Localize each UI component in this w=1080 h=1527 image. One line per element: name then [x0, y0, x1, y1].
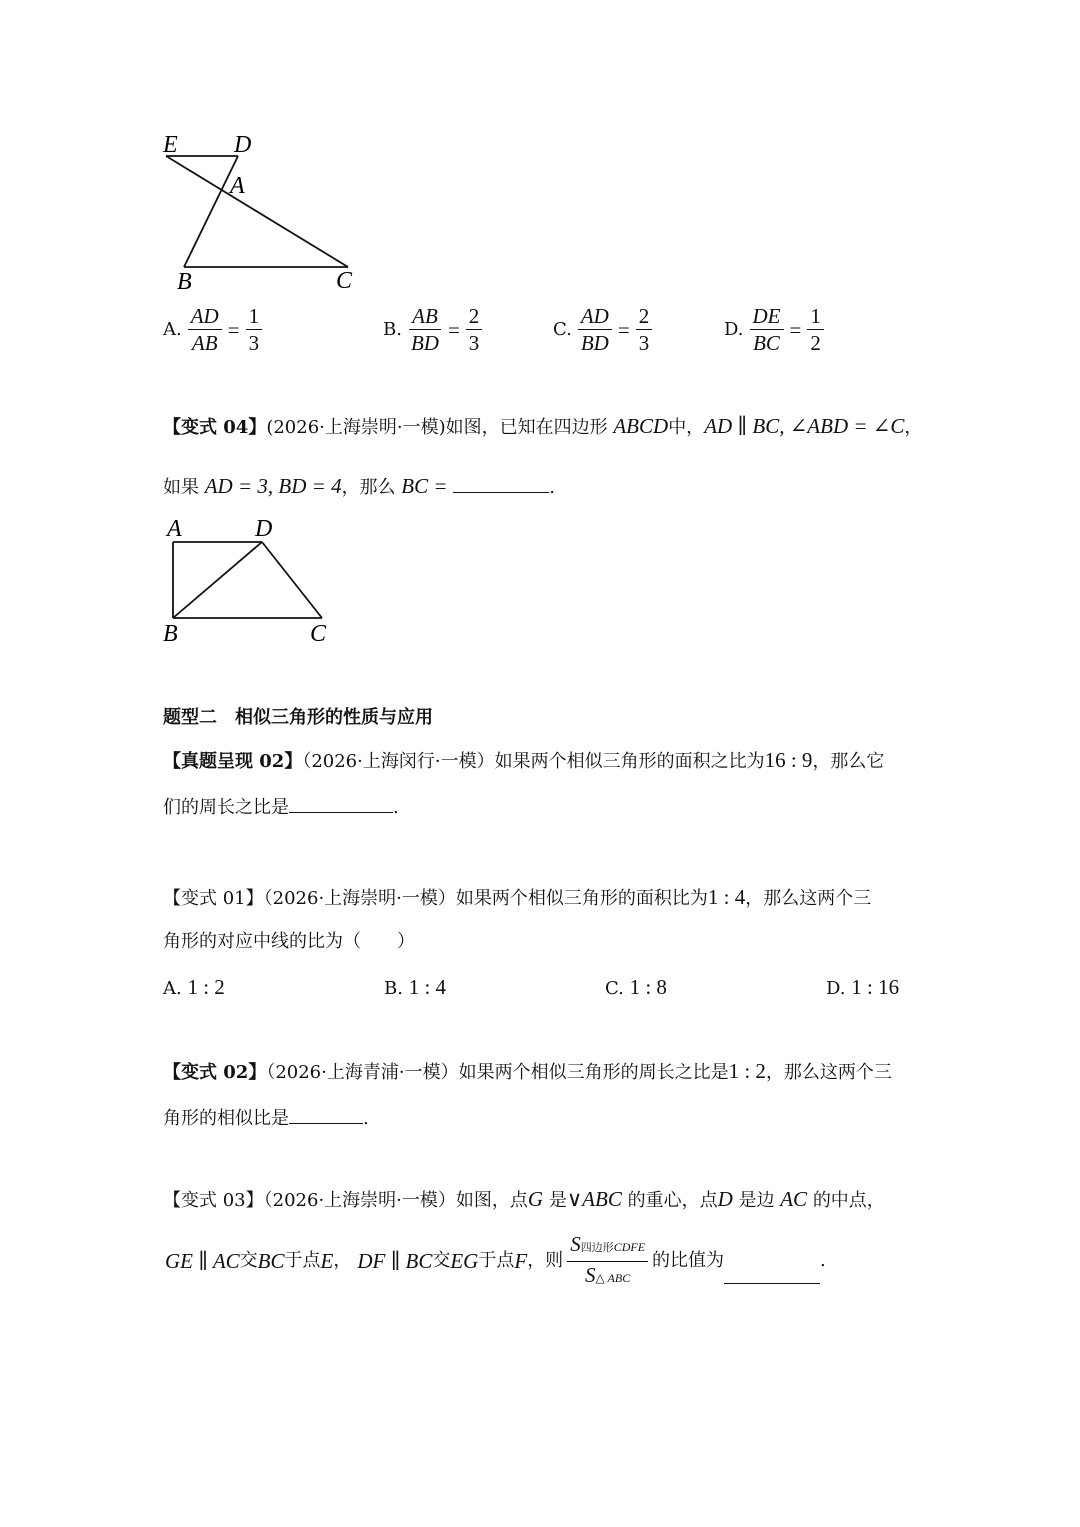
- equals-sign: =: [617, 317, 630, 342]
- fraction-left: $\frac{AD}{BD}$: [578, 304, 612, 355]
- math-d: D: [717, 1187, 733, 1211]
- math-ge-parallel-ac: GE ∥ AC: [165, 1249, 240, 1273]
- prev-option-b[interactable]: [383, 304, 482, 355]
- variant-04-line1: [163, 414, 922, 440]
- period: .: [549, 477, 556, 498]
- segment-dc: [262, 542, 322, 618]
- math-ask: BC =: [401, 474, 448, 498]
- variant-03-source: （2026·上海崇明·一模）: [263, 1190, 456, 1211]
- text: 角形的相似比是: [163, 1108, 289, 1129]
- fraction-right: $\frac{2}{3}$: [636, 304, 653, 355]
- figure-triangles-edabc: [150, 128, 370, 298]
- option-letter: D.: [826, 978, 846, 999]
- real-02-tag: 【真题呈现 02】: [163, 751, 303, 772]
- text: 如果两个相似三角形的周长之比是: [458, 1062, 729, 1083]
- section-heading: 题型二 相似三角形的性质与应用: [163, 707, 433, 728]
- label-b: B: [163, 621, 178, 647]
- label-a: A: [167, 516, 182, 542]
- prev-option-a[interactable]: [163, 304, 262, 355]
- option-letter: D.: [724, 318, 744, 340]
- label-d: D: [255, 516, 273, 542]
- math-e: E: [320, 1249, 334, 1273]
- variant-01-line2: 角形的对应中线的比为（ ）: [163, 931, 415, 952]
- option-letter: A.: [163, 318, 182, 340]
- period: .: [363, 1108, 369, 1129]
- option-letter: B.: [383, 318, 402, 340]
- variant-03-line1: [163, 1187, 885, 1213]
- real-02-line1: [163, 748, 884, 774]
- text: 的中点，: [812, 1190, 885, 1211]
- text: ，那么: [341, 477, 396, 498]
- fraction-left: $\frac{DE}{BC}$: [750, 304, 784, 355]
- fraction-right: $\frac{2}{3}$: [466, 304, 483, 355]
- text: 的重心，点: [627, 1190, 718, 1211]
- math-condition: AD ∥ BC, ∠ABD = ∠C: [704, 414, 905, 438]
- option-letter: C.: [553, 318, 572, 340]
- math-g: G: [527, 1187, 544, 1211]
- text: ，则: [527, 1250, 564, 1271]
- label-a: A: [230, 173, 245, 199]
- variant-01-option-a[interactable]: [163, 975, 225, 1001]
- text: ，那么它: [812, 751, 885, 772]
- math-triangle: ∨ABC: [566, 1187, 622, 1211]
- prev-option-c[interactable]: [553, 304, 652, 355]
- math-df-parallel-bc: DF ∥ BC: [357, 1249, 433, 1273]
- math-ratio: 16 : 9: [764, 748, 813, 772]
- text: 是边: [738, 1190, 775, 1211]
- option-value: 1 : 4: [408, 975, 447, 999]
- variant-04-source: (2026·上海崇明·一模): [266, 417, 446, 438]
- period: .: [820, 1250, 826, 1271]
- figure-trapezoid-abcd: [155, 510, 345, 650]
- text: 中，: [668, 417, 705, 438]
- fraction-right: $\frac{1}{3}$: [246, 304, 263, 355]
- real-02-source: （2026·上海闵行·一模）: [302, 751, 495, 772]
- math-bc: BC: [257, 1249, 285, 1273]
- option-value: 1 : 8: [629, 975, 667, 999]
- text: ，那么这两个三: [745, 888, 872, 909]
- option-letter: C.: [605, 978, 624, 999]
- variant-01-source: （2026·上海崇明·一模）: [263, 888, 456, 909]
- equals-sign: =: [447, 317, 460, 342]
- math-quad: ABCD: [613, 414, 669, 438]
- option-letter: A.: [163, 978, 182, 999]
- variant-01-option-b[interactable]: [384, 975, 446, 1001]
- option-value: 1 : 2: [187, 975, 225, 999]
- variant-02-line1: [163, 1059, 892, 1085]
- math-ac: AC: [780, 1187, 808, 1211]
- text: 如果: [163, 477, 199, 498]
- text: 于点: [478, 1250, 515, 1271]
- label-d: D: [234, 132, 252, 158]
- equals-sign: =: [227, 317, 240, 342]
- text: 是: [548, 1190, 567, 1211]
- area-ratio-fraction: $\frac{\text{S四边形CDFE}}{\text{S△ ABC}}$: [567, 1232, 648, 1290]
- answer-blank[interactable]: [289, 1103, 363, 1124]
- option-letter: B.: [384, 978, 403, 999]
- label-e: E: [163, 132, 178, 158]
- text: 的比值为: [652, 1250, 725, 1271]
- fraction-left: $\frac{AD}{AB}$: [188, 304, 222, 355]
- text: 如图，已知在四边形: [445, 417, 608, 438]
- math-f: F: [514, 1249, 528, 1273]
- text: 于点: [284, 1250, 321, 1271]
- text: 交: [432, 1250, 451, 1271]
- answer-blank[interactable]: [724, 1263, 820, 1284]
- text: 们的周长之比是: [163, 797, 289, 818]
- variant-02-tag: 【变式 02】: [163, 1062, 267, 1083]
- label-c: C: [310, 621, 327, 647]
- text: 如果两个相似三角形的面积之比为: [494, 751, 765, 772]
- variant-03-tag: 【变式 03】: [163, 1190, 264, 1211]
- fraction-right: $\frac{1}{2}$: [807, 304, 824, 355]
- text: 如图，点: [455, 1190, 528, 1211]
- real-02-line2: [163, 792, 399, 820]
- variant-02-line2: [163, 1103, 369, 1131]
- option-value: 1 : 16: [851, 975, 900, 999]
- label-c: C: [336, 268, 353, 294]
- variant-01-line1: [163, 885, 871, 911]
- text: 交: [239, 1250, 258, 1271]
- segment-ec: [166, 156, 348, 267]
- answer-blank[interactable]: [453, 472, 549, 493]
- text: ，: [333, 1250, 352, 1271]
- variant-04-line2: [163, 472, 555, 500]
- variant-01-option-c[interactable]: [605, 975, 667, 1001]
- math-ratio: 1 : 2: [728, 1059, 766, 1083]
- text: ，: [904, 417, 923, 438]
- period: .: [393, 797, 399, 818]
- variant-01-option-d[interactable]: [826, 975, 899, 1001]
- math-eg: EG: [450, 1249, 479, 1273]
- prev-option-d[interactable]: [724, 304, 824, 355]
- equals-sign: =: [789, 317, 802, 342]
- variant-04-tag: 【变式 04】: [163, 417, 267, 438]
- variant-02-source: （2026·上海青浦·一模）: [266, 1062, 459, 1083]
- math-ratio: 1 : 4: [707, 885, 746, 909]
- variant-03-line2: [165, 1232, 826, 1290]
- segment-bd: [173, 542, 262, 618]
- text: ，那么这两个三: [765, 1062, 892, 1083]
- variant-01-tag: 【变式 01】: [163, 888, 264, 909]
- math-given: AD = 3, BD = 4: [204, 474, 342, 498]
- answer-blank[interactable]: [289, 792, 393, 813]
- text: 如果两个相似三角形的面积比为: [455, 888, 708, 909]
- fraction-left: $\frac{AB}{BD}$: [410, 304, 439, 355]
- label-b: B: [177, 269, 192, 295]
